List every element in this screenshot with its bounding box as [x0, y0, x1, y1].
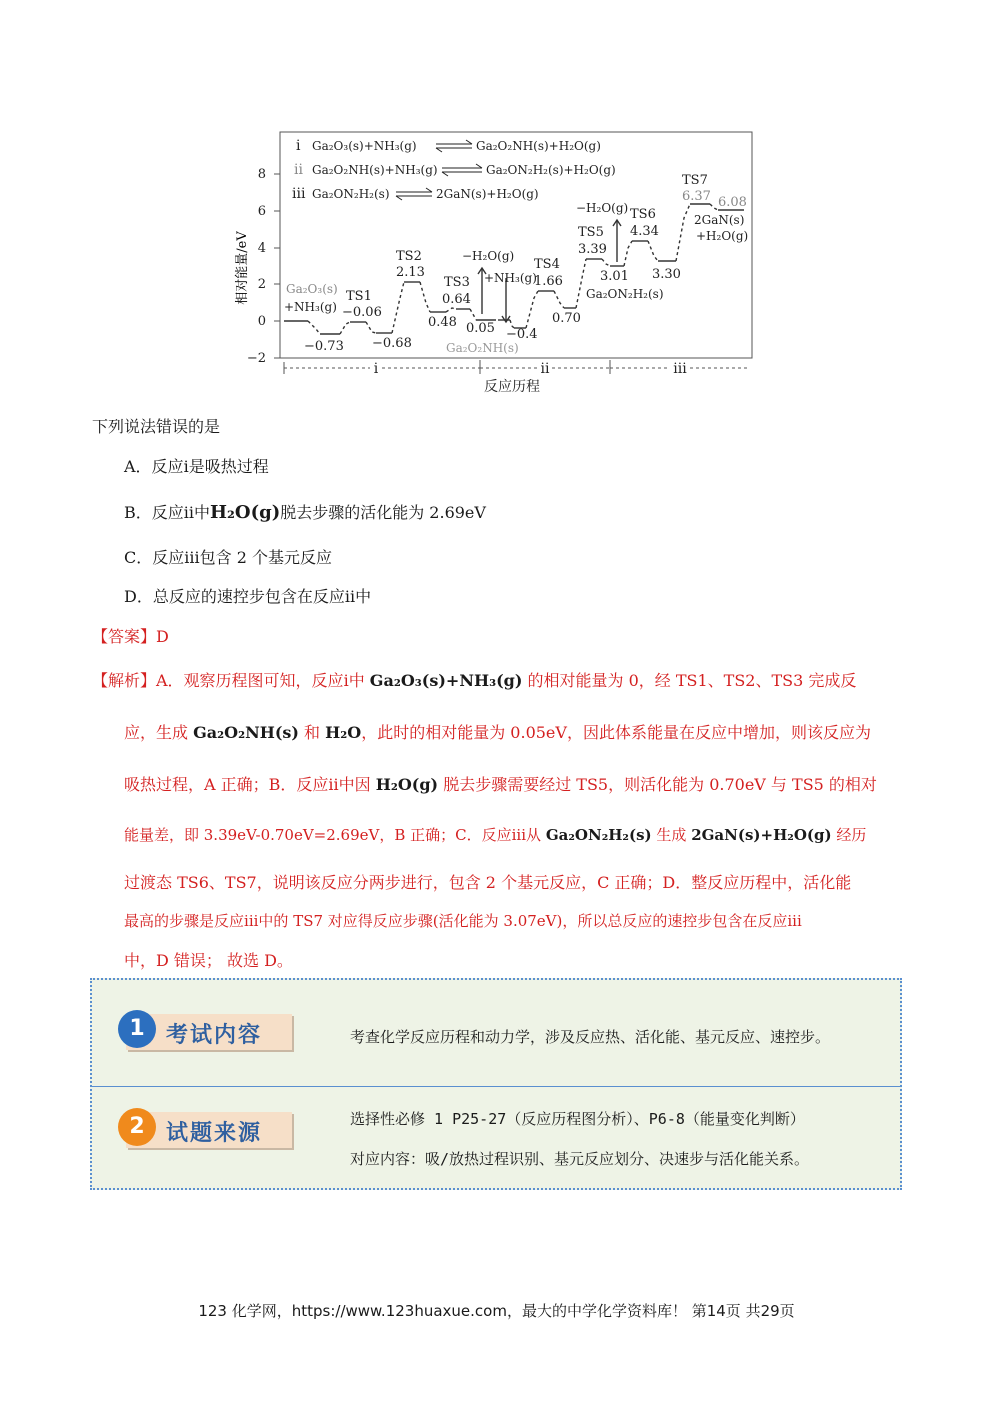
badge-number: 1 [118, 1010, 156, 1048]
answer-value: D [156, 627, 169, 646]
stage-label-ii: ii [540, 361, 550, 377]
question-source-text-1: 选择性必修 1 P25-27（反应历程图分析）、P6-8（能量变化判断） [350, 1110, 805, 1128]
ts4-label: TS4 [534, 257, 560, 272]
ts6-value: 4.34 [630, 224, 659, 239]
explanation-line: 中，D 错误； 故选 D。 [124, 951, 293, 970]
question-source-text-2: 对应内容：吸/放热过程识别、基元反应划分、决速步与活化能关系。 [350, 1150, 810, 1168]
reaction-equations [292, 138, 616, 202]
level-v2: −0.68 [372, 336, 412, 351]
y-tick: 8 [257, 167, 266, 182]
option-a: A．反应i是吸热过程 [124, 457, 269, 476]
ts3-value: 0.64 [442, 292, 471, 307]
reaction-ii-right: Ga₂ON₂H₂(s)+H₂O(g) [486, 163, 616, 177]
stage-label-i: i [373, 361, 379, 377]
energy-profile-svg [230, 128, 760, 398]
panel-divider [92, 1086, 900, 1087]
explanation-line: 应，生成 Ga₂O₂NH(s) 和 H₂O，此时的相对能量为 0.05eV，因此体系能量在反应中增加，则该反应为 [124, 723, 871, 742]
question-stem: 下列说法错误的是 [92, 417, 221, 436]
answer-line [92, 624, 169, 647]
option-b: B．反应ii中H₂O(g)脱去步骤的活化能为 2.69eV [124, 502, 486, 523]
minus-h2o-1: −H₂O(g) [462, 249, 515, 263]
explanation-line: 吸热过程，A 正确；B．反应ii中因 H₂O(g) 脱去步骤需要经过 TS5，则活化能为 0.70eV 与 TS5 的相对 [124, 775, 877, 794]
reaction-iii-right: 2GaN(s)+H₂O(g) [436, 187, 539, 201]
minus-h2o-2: −H₂O(g) [576, 201, 629, 215]
y-tick: −2 [246, 351, 266, 366]
reaction-iii-num: iii [292, 186, 306, 202]
option-c: C．反应iii包含 2 个基元反应 [124, 548, 332, 567]
reaction-iii-left: Ga₂ON₂H₂(s) [312, 187, 390, 201]
ts4-value: 1.66 [534, 274, 563, 289]
reaction-i-num: i [296, 138, 301, 154]
level-v8: 3.30 [652, 267, 681, 282]
ts7-label: TS7 [682, 173, 708, 188]
formula-h2o: H₂O(g) [210, 502, 281, 523]
badge-question-source [106, 1108, 306, 1148]
ga2on2h2-label: Ga₂ON₂H₂(s) [586, 287, 664, 301]
start-label-2: +NH₃(g) [284, 300, 337, 314]
ts5-label: TS5 [578, 225, 604, 240]
y-axis-label: 相对能量/eV [235, 231, 250, 305]
y-tick: 0 [257, 314, 266, 329]
y-axis [247, 167, 280, 366]
level-v1: −0.73 [304, 339, 344, 354]
level-v6: 0.70 [552, 311, 581, 326]
ts2-label: TS2 [396, 249, 422, 264]
end-label: 2GaN(s) [694, 213, 745, 227]
ts5-value: 3.39 [578, 242, 607, 257]
badge-label: 试题来源 [166, 1121, 263, 1146]
level-v9: 6.08 [718, 195, 747, 210]
level-v4: 0.05 [466, 321, 495, 336]
option-d: D．总反应的速控步包含在反应ii中 [124, 587, 372, 606]
y-tick: 2 [257, 277, 266, 292]
stage-label-iii: iii [673, 361, 687, 377]
plus-nh3: +NH₃(g) [484, 271, 537, 285]
badge-label: 考试内容 [166, 1023, 263, 1048]
explanation-line: 过渡态 TS6、TS7，说明该反应分两步进行，包含 2 个基元反应，C 正确；D．整反应历程中，活化能 [124, 873, 852, 892]
exam-content-text: 考查化学反应历程和动力学，涉及反应热、活化能、基元反应、速控步。 [350, 1028, 831, 1046]
reaction-ii-num: ii [294, 162, 303, 178]
explanation-line: 【解析】A．观察历程图可知，反应i中 Ga₂O₃(s)+NH₃(g) 的相对能量为 0，经 TS1、TS2、TS3 完成反 [92, 671, 857, 690]
reaction-i-right: Ga₂O₂NH(s)+H₂O(g) [476, 139, 601, 153]
level-v5: −0.4 [506, 327, 538, 342]
explanation-line: 能量差，即 3.39eV-0.70eV=2.69eV，B 正确；C．反应iii从 Ga₂ON₂H₂(s) 生成 2GaN(s)+H₂O(g) 经历 [124, 826, 867, 844]
start-label: Ga₂O₃(s) [286, 282, 338, 296]
answer-tag: 【答案】 [92, 627, 157, 646]
badge-exam-content [106, 1010, 306, 1050]
level-v3: 0.48 [428, 315, 457, 330]
ts6-label: TS6 [630, 207, 656, 222]
ts1-label: TS1 [346, 289, 372, 304]
badge-number: 2 [118, 1108, 156, 1146]
y-tick: 4 [257, 241, 266, 256]
ts3-label: TS3 [444, 275, 470, 290]
ts2-value: 2.13 [396, 265, 425, 280]
end-label-2: +H₂O(g) [696, 229, 749, 243]
ts1-value: −0.06 [342, 305, 382, 320]
reaction-i-left: Ga₂O₃(s)+NH₃(g) [312, 139, 417, 153]
energy-profile-figure [230, 128, 760, 398]
level-v7: 3.01 [600, 269, 629, 284]
x-axis-label: 反应历程 [484, 379, 540, 395]
y-tick: 6 [257, 204, 266, 219]
ts7-value: 6.37 [682, 189, 711, 204]
page-footer: 123 化学网，https://www.123huaxue.com，最大的中学化学资料库！ 第14页 共29页 [198, 1302, 795, 1320]
info-panel [90, 978, 902, 1190]
reaction-ii-left: Ga₂O₂NH(s)+NH₃(g) [312, 163, 438, 177]
ga2o2nh-label: Ga₂O₂NH(s) [446, 341, 519, 355]
explanation-line: 最高的步骤是反应iii中的 TS7 对应得反应步骤(活化能为 3.07eV)，所以总反应的速控步包含在反应iii [124, 912, 802, 930]
